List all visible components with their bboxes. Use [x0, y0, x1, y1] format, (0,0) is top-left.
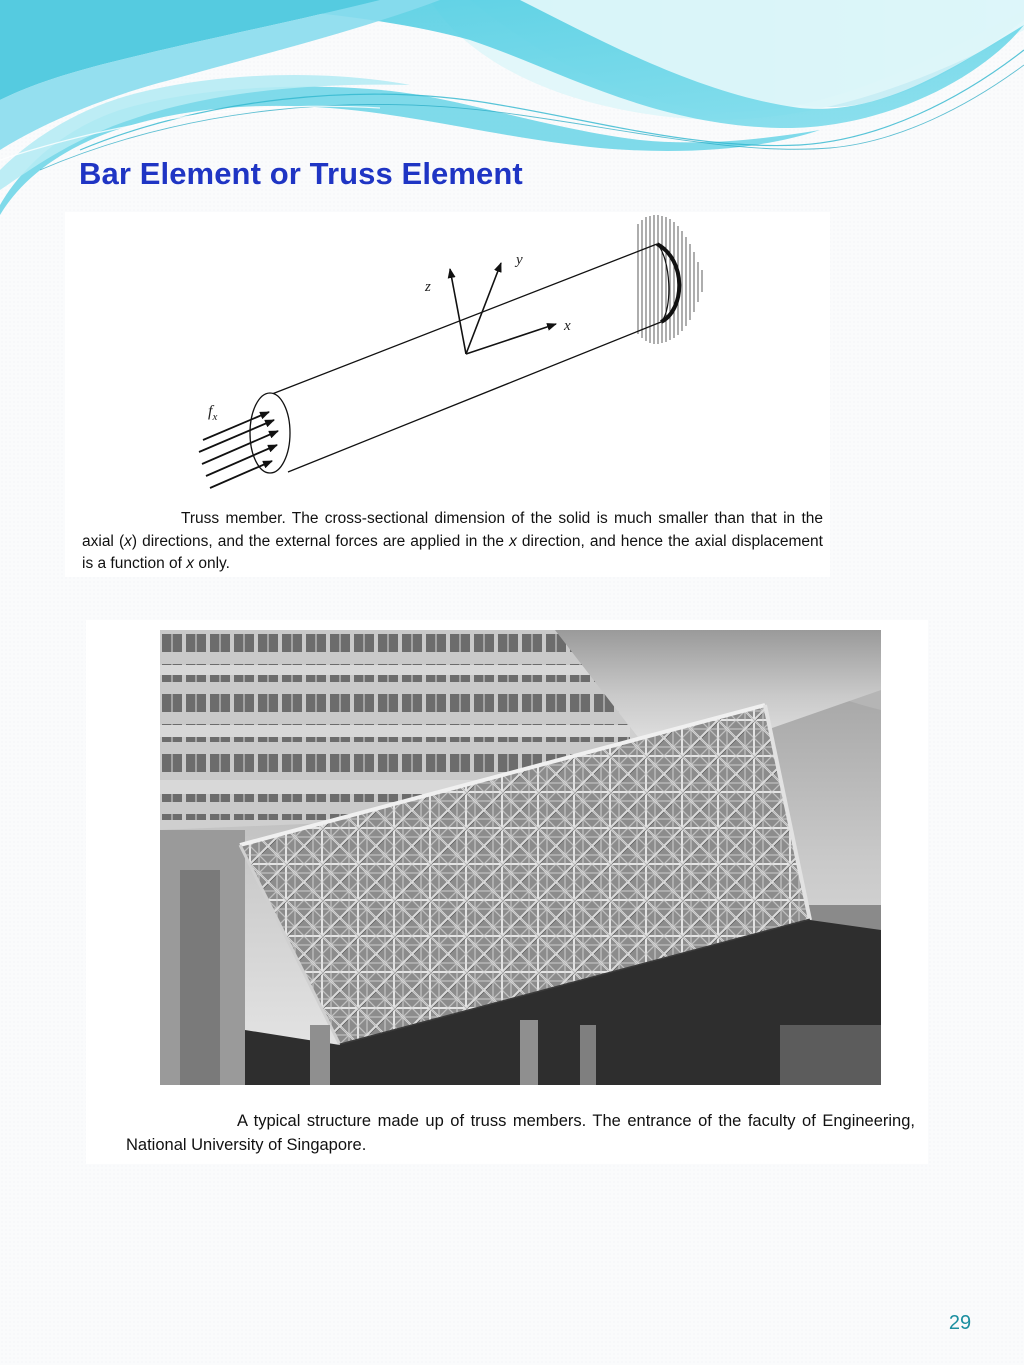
x-axis-label: x — [564, 318, 571, 334]
applied-force-arrows — [199, 412, 278, 488]
figure-1-caption: Truss member. The cross-sectional dimension of the solid is much smaller than that in the axial (x) directions, and the external forces are applied in the x direction, and hence the axial displacement is a function of x only. — [82, 510, 823, 572]
truss-structure-photo — [160, 630, 881, 1085]
cylinder-bottom-edge — [288, 322, 661, 472]
x-axis — [466, 324, 556, 354]
truss-structure-figure — [86, 620, 928, 1164]
z-axis — [450, 269, 466, 354]
z-axis-label: z — [425, 279, 431, 295]
fixed-support-hatching — [638, 215, 702, 344]
figure-2-caption: A typical structure made up of truss members. The entrance of the faculty of Engineering, National University of Singapore. — [126, 1112, 915, 1154]
force-label: $f_x$ — [208, 403, 218, 423]
truss-member-diagram — [65, 212, 830, 502]
truss-member-figure — [65, 212, 830, 577]
fixed-end-inner-edge — [657, 244, 669, 322]
y-axis — [466, 263, 501, 354]
cylinder-top-edge — [272, 244, 657, 394]
slide-title: Bar Element or Truss Element — [79, 156, 523, 191]
page-number: 29 — [948, 1312, 972, 1334]
y-axis-label: y — [516, 252, 523, 268]
